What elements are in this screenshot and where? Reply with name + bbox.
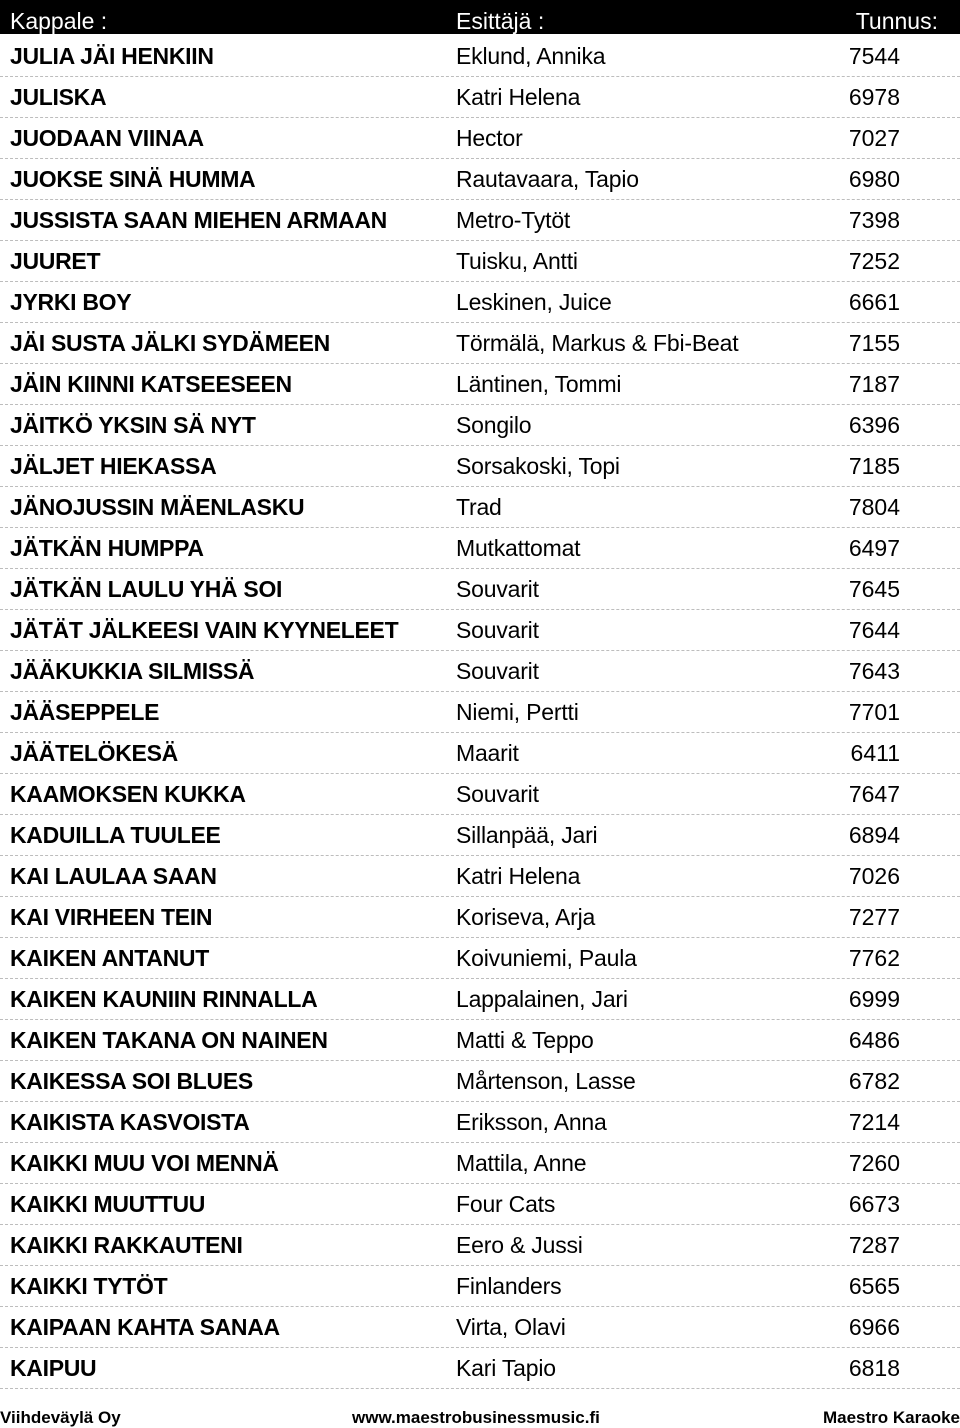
artist-name: Leskinen, Juice xyxy=(456,289,612,315)
song-code: 6818 xyxy=(848,1355,900,1381)
song-title: KAIKEN KAUNIIN RINNALLA xyxy=(10,986,318,1012)
song-code: 7187 xyxy=(848,371,900,397)
artist-name: Eriksson, Anna xyxy=(456,1109,607,1135)
footer-website: www.maestrobusinessmusic.fi xyxy=(352,1408,600,1427)
artist-name: Souvarit xyxy=(456,658,539,684)
song-code: 7252 xyxy=(848,248,900,274)
table-row xyxy=(0,36,960,77)
table-header xyxy=(0,0,960,34)
song-title: JÄTÄT JÄLKEESI VAIN KYYNELEET xyxy=(10,617,399,643)
song-code: 7287 xyxy=(848,1232,900,1258)
song-code: 7214 xyxy=(848,1109,900,1135)
page-footer xyxy=(0,1404,960,1428)
artist-name: Sorsakoski, Topi xyxy=(456,453,620,479)
song-code: 7701 xyxy=(848,699,900,725)
table-row xyxy=(0,405,960,446)
artist-name: Eklund, Annika xyxy=(456,43,606,69)
song-title: KAIPAAN KAHTA SANAA xyxy=(10,1314,280,1340)
song-title: JÄTKÄN LAULU YHÄ SOI xyxy=(10,576,283,602)
artist-name: Koriseva, Arja xyxy=(456,904,596,930)
song-code: 7804 xyxy=(848,494,900,520)
table-row xyxy=(0,979,960,1020)
table-row xyxy=(0,815,960,856)
header-code-label: Tunnus: xyxy=(855,8,938,34)
song-code: 6565 xyxy=(848,1273,900,1299)
artist-name: Törmälä, Markus & Fbi-Beat xyxy=(456,330,739,356)
song-code: 7027 xyxy=(848,125,900,151)
song-code: 6782 xyxy=(848,1068,900,1094)
table-row xyxy=(0,569,960,610)
table-row xyxy=(0,1143,960,1184)
song-title: JÄLJET HIEKASSA xyxy=(10,453,217,479)
song-title: JÄITKÖ YKSIN SÄ NYT xyxy=(10,412,256,438)
table-row xyxy=(0,774,960,815)
song-code: 7647 xyxy=(848,781,900,807)
song-title: KAIKEN TAKANA ON NAINEN xyxy=(10,1027,328,1053)
song-title: KAIKKI MUU VOI MENNÄ xyxy=(10,1150,279,1176)
artist-name: Sillanpää, Jari xyxy=(456,822,598,848)
artist-name: Eero & Jussi xyxy=(456,1232,583,1258)
artist-name: Four Cats xyxy=(456,1191,556,1217)
table-row xyxy=(0,651,960,692)
song-code: 6980 xyxy=(848,166,900,192)
footer-company: Viihdeväylä Oy xyxy=(0,1408,121,1427)
song-table xyxy=(0,36,960,1389)
song-title: JULISKA xyxy=(10,84,107,110)
artist-name: Rautavaara, Tapio xyxy=(456,166,639,192)
song-title: KAI LAULAA SAAN xyxy=(10,863,217,889)
header-song-label: Kappale : xyxy=(10,8,108,34)
song-code: 6978 xyxy=(848,84,900,110)
song-title: KADUILLA TUULEE xyxy=(10,822,221,848)
song-code: 7645 xyxy=(848,576,900,602)
song-code: 6999 xyxy=(848,986,900,1012)
artist-name: Läntinen, Tommi xyxy=(456,371,622,397)
artist-name: Finlanders xyxy=(456,1273,562,1299)
artist-name: Souvarit xyxy=(456,617,539,643)
song-code: 7643 xyxy=(848,658,900,684)
artist-name: Souvarit xyxy=(456,576,539,602)
table-row xyxy=(0,282,960,323)
song-title: KAIPUU xyxy=(10,1355,97,1381)
song-title: JULIA JÄI HENKIIN xyxy=(10,43,214,69)
song-title: JÄNOJUSSIN MÄENLASKU xyxy=(10,494,305,520)
artist-name: Metro-Tytöt xyxy=(456,207,571,233)
table-row xyxy=(0,446,960,487)
table-row xyxy=(0,1020,960,1061)
table-row xyxy=(0,364,960,405)
artist-name: Trad xyxy=(456,494,502,520)
table-row xyxy=(0,1307,960,1348)
song-title: JÄTKÄN HUMPPA xyxy=(10,535,204,561)
song-code: 7185 xyxy=(848,453,900,479)
song-title: KAAMOKSEN KUKKA xyxy=(10,781,246,807)
song-title: KAIKEN ANTANUT xyxy=(10,945,209,971)
table-row xyxy=(0,733,960,774)
song-title: KAI VIRHEEN TEIN xyxy=(10,904,213,930)
song-code: 7277 xyxy=(848,904,900,930)
table-row xyxy=(0,1184,960,1225)
table-row xyxy=(0,897,960,938)
song-code: 7544 xyxy=(848,43,900,69)
artist-name: Niemi, Pertti xyxy=(456,699,579,725)
artist-name: Koivuniemi, Paula xyxy=(456,945,637,971)
song-title: JYRKI BOY xyxy=(10,289,132,315)
song-code: 7155 xyxy=(848,330,900,356)
table-row xyxy=(0,1266,960,1307)
footer-brand: Maestro Karaoke xyxy=(822,1408,960,1427)
song-code: 6396 xyxy=(848,412,900,438)
header-artist-label: Esittäjä : xyxy=(456,8,545,34)
song-title: JUSSISTA SAAN MIEHEN ARMAAN xyxy=(10,207,387,233)
song-title: JUURET xyxy=(10,248,101,274)
table-row xyxy=(0,200,960,241)
song-code: 6894 xyxy=(848,822,900,848)
song-code: 6966 xyxy=(848,1314,900,1340)
table-row xyxy=(0,1348,960,1389)
table-row xyxy=(0,487,960,528)
song-title: JÄI SUSTA JÄLKI SYDÄMEEN xyxy=(10,330,330,356)
song-title: KAIKKI MUUTTUU xyxy=(10,1191,206,1217)
song-code: 7026 xyxy=(848,863,900,889)
artist-name: Katri Helena xyxy=(456,863,581,889)
table-row xyxy=(0,118,960,159)
artist-name: Matti & Teppo xyxy=(456,1027,594,1053)
song-title: JÄÄSEPPELE xyxy=(10,699,160,725)
song-title: JÄIN KIINNI KATSEESEEN xyxy=(10,371,292,397)
table-row xyxy=(0,323,960,364)
song-title: KAIKESSA SOI BLUES xyxy=(10,1068,253,1094)
song-code: 7398 xyxy=(848,207,900,233)
table-row xyxy=(0,1225,960,1266)
table-row xyxy=(0,159,960,200)
artist-name: Songilo xyxy=(456,412,532,438)
artist-name: Katri Helena xyxy=(456,84,581,110)
song-code: 7644 xyxy=(848,617,900,643)
artist-name: Tuisku, Antti xyxy=(456,248,578,274)
song-code: 7762 xyxy=(848,945,900,971)
table-row xyxy=(0,856,960,897)
artist-name: Lappalainen, Jari xyxy=(456,986,628,1012)
table-row xyxy=(0,1102,960,1143)
artist-name: Mattila, Anne xyxy=(456,1150,587,1176)
song-title: JUOKSE SINÄ HUMMA xyxy=(10,166,256,192)
artist-name: Mårtenson, Lasse xyxy=(456,1068,636,1094)
artist-name: Kari Tapio xyxy=(456,1355,556,1381)
song-title: KAIKKI RAKKAUTENI xyxy=(10,1232,243,1258)
song-code: 6411 xyxy=(850,740,900,766)
table-row xyxy=(0,1061,960,1102)
song-title: JUODAAN VIINAA xyxy=(10,125,204,151)
table-row xyxy=(0,77,960,118)
table-row xyxy=(0,610,960,651)
table-row xyxy=(0,241,960,282)
song-title: JÄÄKUKKIA SILMISSÄ xyxy=(10,658,255,684)
song-code: 6497 xyxy=(848,535,900,561)
song-code: 6673 xyxy=(848,1191,900,1217)
artist-name: Souvarit xyxy=(456,781,539,807)
artist-name: Maarit xyxy=(456,740,519,766)
table-row xyxy=(0,938,960,979)
artist-name: Mutkattomat xyxy=(456,535,581,561)
song-code: 6661 xyxy=(848,289,900,315)
artist-name: Virta, Olavi xyxy=(456,1314,566,1340)
song-title: KAIKISTA KASVOISTA xyxy=(10,1109,250,1135)
table-row xyxy=(0,528,960,569)
song-code: 7260 xyxy=(848,1150,900,1176)
artist-name: Hector xyxy=(456,125,523,151)
song-code: 6486 xyxy=(848,1027,900,1053)
song-title: JÄÄTELÖKESÄ xyxy=(10,740,178,766)
song-title: KAIKKI TYTÖT xyxy=(10,1273,168,1299)
table-row xyxy=(0,692,960,733)
